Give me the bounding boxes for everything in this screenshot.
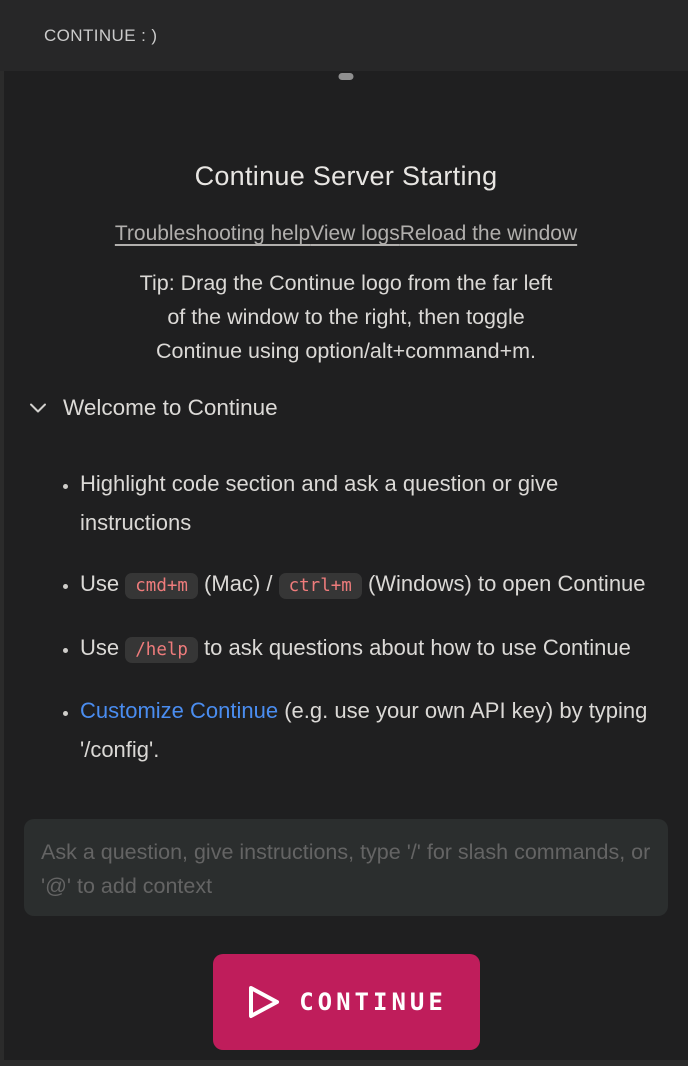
tip-line-1: Tip: Drag the Continue logo from the far left xyxy=(139,271,553,295)
panel-titlebar xyxy=(0,0,688,71)
reload-window-link[interactable]: Reload the window xyxy=(399,222,578,245)
help-command-chip: /help xyxy=(125,637,198,663)
welcome-section-toggle[interactable] xyxy=(27,395,688,421)
bullet-text: (Windows) to open Continue xyxy=(361,571,646,596)
tip-line-3: Continue using option/alt+command+m. xyxy=(155,339,537,363)
list-item xyxy=(80,465,652,542)
chevron-down-icon[interactable] xyxy=(27,397,49,419)
tip-text xyxy=(4,266,688,368)
bullet-text: Use xyxy=(80,634,126,660)
tip-line-2: of the window to the right, then toggle xyxy=(167,305,525,329)
welcome-bullet-list xyxy=(4,465,688,769)
prompt-input[interactable] xyxy=(24,819,668,916)
bullet-text: Highlight code section and ask a question or give instructions xyxy=(80,471,559,535)
play-icon xyxy=(245,981,283,1023)
customize-continue-link[interactable]: Customize Continue xyxy=(80,698,279,723)
list-item xyxy=(80,629,652,670)
drag-handle[interactable] xyxy=(339,73,354,80)
continue-button-label: CONTINUE xyxy=(299,988,447,1016)
ctrl-m-shortcut-chip: ctrl+m xyxy=(279,573,362,599)
panel-title: CONTINUE : ) xyxy=(44,25,158,45)
continue-button[interactable] xyxy=(213,954,480,1050)
bullet-text: (e.g. use your own API key) by typing '/config'. xyxy=(80,698,648,762)
view-logs-link[interactable]: View logs xyxy=(310,222,400,245)
troubleshooting-help-link[interactable]: Troubleshooting help xyxy=(114,222,311,245)
cmd-m-shortcut-chip: cmd+m xyxy=(125,573,198,599)
bullet-text: (Mac) / xyxy=(197,571,279,596)
bullet-text: Use xyxy=(80,571,126,596)
server-starting-section xyxy=(4,71,688,368)
continue-webview-panel xyxy=(4,71,688,1060)
welcome-section-title: Welcome to Continue xyxy=(63,395,278,420)
page-title: Continue Server Starting xyxy=(194,161,498,191)
help-links-row xyxy=(4,222,688,246)
list-item xyxy=(80,692,652,769)
list-item xyxy=(80,565,652,606)
bullet-text: to ask questions about how to use Continue xyxy=(197,634,631,660)
